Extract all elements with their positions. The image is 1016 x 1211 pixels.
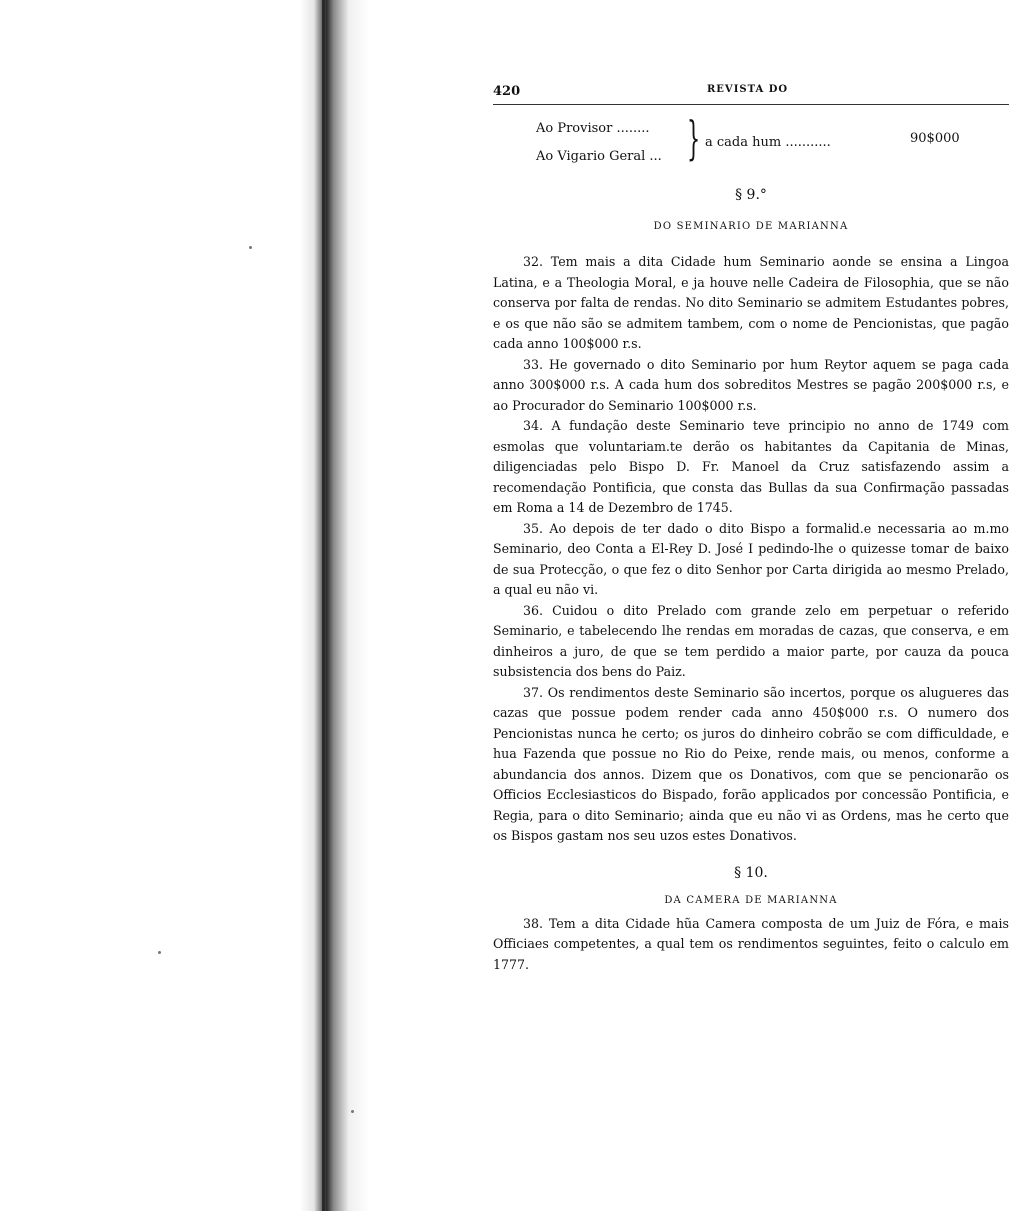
scan-speck [351,1110,354,1113]
officer-vigario-geral: Ao Vigario Geral ... [536,149,662,164]
section-10-title: DA CAMERA DE MARIANNA [664,894,838,906]
paragraph-34: 34. A fundação deste Seminario teve principio no anno de 1749 com esmolas que voluntariam.te derão os habitantes da Capitania de Minas, diligenciadas pelo Bispo D. Fr. Manoel da Cruz satisfazendo assim a recomendação Pontificia, que consta das Bullas da sua Confirmação passadas em Roma a 14 de Dezembro de 1745. [493,418,1009,515]
paragraph-33: 33. He governado o dito Seminario por hum Reytor aquem se paga cada anno 300$000 r.s. A cada hum dos sobreditos Mestres se pagão 200$000 r.s, e ao Procurador do Seminario 100$000 r.s. [493,356,1009,413]
paragraph-32: 32. Tem mais a dita Cidade hum Seminario aonde se ensina a Lingoa Latina, e a Theologia Moral, e ja houve nelle Cadeira de Filosophia, que se não conserva por falta de rendas. No dito Seminario se admitem Estudantes pobres, e os que não são se admitem tambem, com o nome de Pencionistas, que pagão cada anno 100$000 r.s. [493,254,1009,351]
officers-salary-block [493,111,1009,179]
binding-shadow [300,0,370,1211]
running-title: REVISTA DO [707,84,789,95]
paragraph-38: 38. Tem a dita Cidade hũa Camera composta de um Juiz de Fóra, e mais Officiaes competentes, a qual tem os rendimentos seguintes, feito o calculo em 1777. [493,915,1009,972]
section-9-title: DO SEMINARIO DE MARIANNA [653,221,849,232]
scan-speck [249,246,252,249]
book-page [493,82,1009,975]
section-9-heading: § 9.° [735,187,767,203]
page-header [493,82,1009,105]
salary-amount: 90$000 [910,131,960,146]
paragraph-35: 35. Ao depois de ter dado o dito Bispo a formalid.e necessaria ao m.mo Seminario, deo Conta a El-Rey D. José I pedindo-lhe o quizesse tomar de baixo de sua Protecção, o que fez o dito Senhor por Carta dirigida ao mesmo Prelado, a qual eu não vi. [493,520,1009,597]
paragraph-36: 36. Cuidou o dito Prelado com grande zelo em perpetuar o referido Seminario, e tabelecendo lhe rendas em moradas de cazas, que conserva, e em dinheiros a juro, de que se tem perdido a maior parte, por cauza da pouca subsistencia dos bens do Paiz. [493,602,1009,679]
binding-edge [322,0,325,1211]
each-label: a cada hum ........... [705,135,831,150]
section-10-heading: § 10. [734,864,768,881]
scan-speck [158,951,161,954]
paragraph-37: 37. Os rendimentos deste Seminario são incertos, porque os alugueres das cazas que possue podem render cada anno 450$000 r.s. O numero dos Pencionistas nunca he certo; os juros do dinheiro cobrão se com difficuldade, e hua Fazenda que possue no Rio do Peixe, rende mais, ou menos, conforme a abundancia dos annos. Dizem que os Donativos, com que se pencionarão os Officios Ecclesiasticos do Bispado, forão applicados por concessão Pontificia, e Regia, para o dito Seminario; ainda que eu não vi as Ordens, mas he certo que os Bispos gastam nos seu uzos estes Donativos. [493,684,1009,843]
page-number: 420 [493,84,521,99]
brace-icon: } [687,111,701,165]
officer-provisor: Ao Provisor ........ [536,121,650,136]
